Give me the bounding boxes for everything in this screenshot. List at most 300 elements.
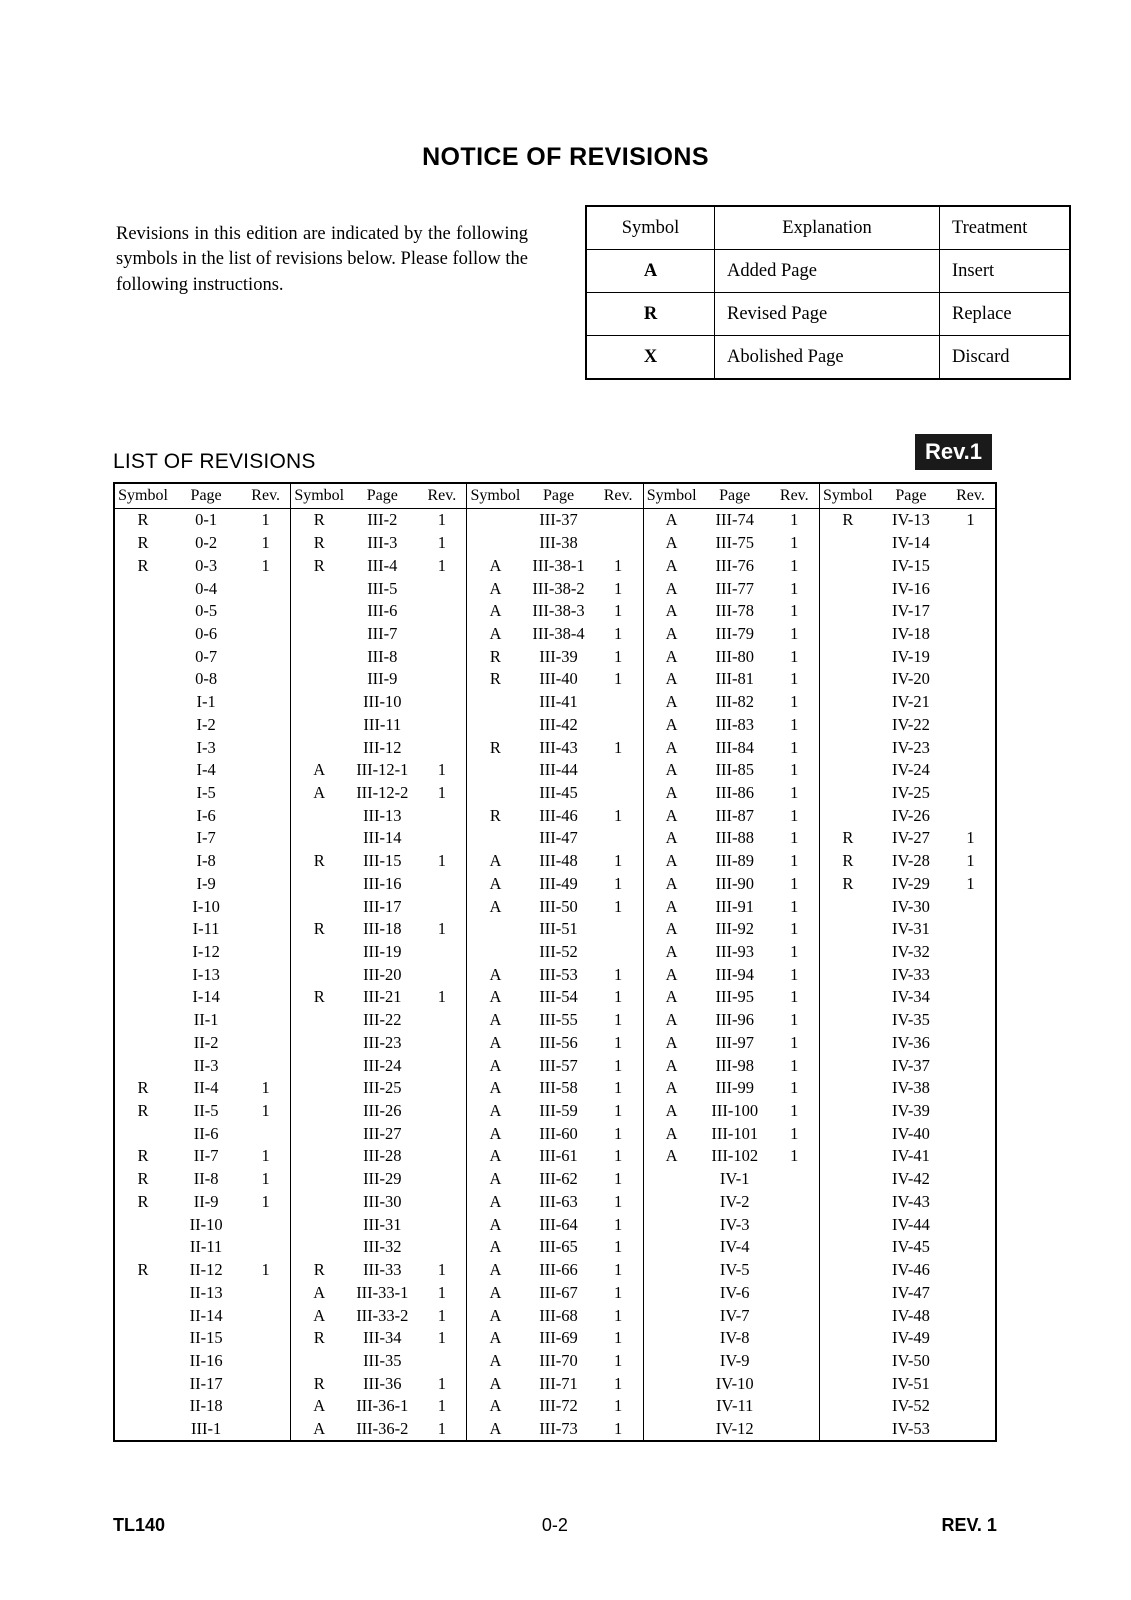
revisions-row: [115, 1395, 290, 1418]
cell-page: 0-1: [195, 510, 218, 530]
revisions-row: [115, 1213, 290, 1236]
intro-paragraph: Revisions in this edition are indicated by the following symbols in the list of revisions below. Please follow the following instructions.: [116, 223, 528, 295]
revisions-header-row: [291, 484, 466, 509]
revisions-row: [820, 873, 995, 896]
cell-page: I-11: [192, 919, 220, 939]
cell-page: III-27: [363, 1123, 402, 1143]
revisions-row: [820, 1372, 995, 1395]
cell-rev: 1: [613, 1191, 623, 1211]
cell-symbol: A: [665, 782, 678, 802]
cell-rev: 1: [437, 987, 446, 1007]
cell-rev: 1: [613, 851, 623, 871]
legend-symbol: X: [586, 336, 715, 380]
cell-symbol: A: [489, 1146, 502, 1166]
cell-page: III-102: [711, 1146, 759, 1166]
cell-page: III-18: [363, 919, 402, 939]
cell-page: III-8: [367, 646, 398, 666]
cell-symbol: R: [313, 1373, 325, 1393]
cell-page: III-55: [539, 1010, 578, 1030]
revisions-row: [467, 1009, 642, 1032]
header-page: Page: [190, 487, 222, 504]
symbol-legend-table: [585, 205, 1071, 380]
cell-rev: 1: [613, 601, 623, 621]
cell-page: III-79: [715, 623, 754, 643]
cell-symbol: R: [489, 737, 501, 757]
revisions-row: [291, 623, 466, 646]
cell-page: III-12-2: [356, 782, 409, 802]
legend-row: [586, 250, 1070, 293]
revisions-row: [291, 668, 466, 691]
cell-page: III-25: [363, 1078, 402, 1098]
revisions-row: [291, 554, 466, 577]
cell-page: III-86: [715, 782, 754, 802]
cell-page: IV-13: [891, 510, 930, 530]
revisions-row: [644, 1168, 819, 1191]
cell-page: I-1: [196, 692, 216, 712]
revisions-row: [820, 1032, 995, 1055]
revisions-row: [467, 1372, 642, 1395]
cell-page: I-3: [196, 737, 216, 757]
revisions-row: [820, 963, 995, 986]
cell-page: III-9: [367, 669, 398, 689]
revisions-row: [291, 1236, 466, 1259]
cell-page: IV-50: [891, 1350, 930, 1370]
cell-symbol: A: [489, 1032, 502, 1052]
cell-symbol: R: [313, 987, 325, 1007]
cell-symbol: R: [137, 1101, 149, 1121]
cell-page: III-85: [715, 760, 754, 780]
revisions-row: [467, 1236, 642, 1259]
cell-page: III-36: [363, 1373, 402, 1393]
cell-page: II-2: [193, 1032, 219, 1052]
cell-page: III-100: [711, 1101, 759, 1121]
cell-page: II-6: [193, 1123, 219, 1143]
revisions-row: [467, 1259, 642, 1282]
cell-page: I-9: [196, 873, 216, 893]
cell-symbol: A: [313, 760, 326, 780]
revisions-row: [115, 850, 290, 873]
revisions-row: [820, 941, 995, 964]
cell-page: III-36-1: [356, 1396, 409, 1416]
revisions-row: [291, 713, 466, 736]
cell-rev: 1: [437, 851, 446, 871]
revisions-row: [467, 1327, 642, 1350]
cell-page: III-90: [715, 873, 754, 893]
header-page: Page: [542, 487, 575, 504]
cell-page: III-68: [539, 1305, 578, 1325]
cell-symbol: A: [665, 1123, 678, 1143]
cell-page: III-72: [539, 1396, 578, 1416]
cell-symbol: A: [489, 1305, 502, 1325]
revisions-row: [467, 691, 642, 714]
cell-rev: 1: [437, 1328, 446, 1348]
cell-page: II-18: [189, 1396, 223, 1416]
revisions-row: [820, 668, 995, 691]
revisions-row: [644, 1032, 819, 1055]
cell-rev: 1: [613, 737, 623, 757]
header-rev: Rev.: [603, 487, 633, 504]
cell-rev: 1: [790, 1010, 799, 1030]
cell-symbol: A: [665, 737, 678, 757]
cell-page: III-38-4: [532, 623, 585, 643]
cell-page: IV-11: [716, 1396, 754, 1416]
cell-rev: 1: [437, 1396, 446, 1416]
cell-page: III-99: [715, 1078, 754, 1098]
cell-symbol: A: [665, 805, 678, 825]
cell-page: IV-1: [719, 1169, 750, 1189]
cell-symbol: R: [313, 919, 325, 939]
cell-page: III-50: [539, 896, 578, 916]
revisions-row: [820, 827, 995, 850]
revisions-row: [644, 532, 819, 555]
revisions-row: [644, 1418, 819, 1441]
cell-rev: 1: [437, 1373, 446, 1393]
revisions-row: [115, 736, 290, 759]
revisions-row: [644, 850, 819, 873]
revisions-row: [115, 1100, 290, 1123]
revisions-column-4: [644, 484, 820, 1440]
revisions-row: [820, 1145, 995, 1168]
revisions-row: [115, 1054, 290, 1077]
cell-page: III-39: [539, 646, 578, 666]
legend-row: [586, 336, 1070, 380]
cell-page: III-92: [715, 919, 754, 939]
revisions-row: [115, 918, 290, 941]
cell-page: IV-51: [891, 1373, 930, 1393]
revisions-header-row: [820, 484, 995, 509]
cell-page: III-6: [367, 601, 398, 621]
cell-symbol: A: [489, 851, 502, 871]
cell-page: III-35: [363, 1350, 402, 1370]
cell-symbol: A: [489, 1191, 502, 1211]
revisions-row: [644, 1077, 819, 1100]
cell-rev: 1: [790, 714, 799, 734]
revisions-row: [115, 759, 290, 782]
revisions-row: [291, 1145, 466, 1168]
cell-symbol: R: [313, 851, 325, 871]
cell-rev: 1: [613, 578, 623, 598]
cell-rev: 1: [613, 805, 623, 825]
cell-symbol: R: [842, 510, 854, 530]
revisions-row: [291, 1213, 466, 1236]
revisions-row: [467, 873, 642, 896]
cell-page: III-41: [539, 692, 578, 712]
cell-page: IV-17: [891, 601, 930, 621]
cell-page: III-53: [539, 964, 578, 984]
cell-symbol: A: [489, 578, 502, 598]
cell-page: I-6: [196, 805, 216, 825]
cell-page: IV-53: [891, 1419, 930, 1439]
legend-header-row: [586, 206, 1070, 250]
cell-symbol: A: [665, 896, 678, 916]
cell-rev: 1: [790, 760, 799, 780]
revisions-row: [291, 1168, 466, 1191]
cell-symbol: R: [313, 533, 325, 553]
cell-page: III-38-3: [532, 601, 585, 621]
cell-rev: 1: [261, 1260, 270, 1280]
revisions-row: [644, 1395, 819, 1418]
revisions-row: [467, 1213, 642, 1236]
cell-page: IV-20: [891, 669, 930, 689]
revisions-row: [820, 1100, 995, 1123]
cell-page: III-23: [363, 1032, 402, 1052]
revisions-row: [115, 1350, 290, 1373]
cell-symbol: A: [665, 646, 678, 666]
revisions-row: [820, 691, 995, 714]
cell-symbol: A: [665, 828, 678, 848]
cell-symbol: A: [489, 896, 502, 916]
cell-symbol: A: [489, 1169, 502, 1189]
revisions-row: [115, 1418, 290, 1441]
cell-rev: 1: [790, 533, 799, 553]
revisions-row: [467, 1032, 642, 1055]
cell-rev: 1: [790, 896, 799, 916]
cell-symbol: R: [137, 533, 149, 553]
revisions-row: [644, 1054, 819, 1077]
cell-symbol: A: [665, 692, 678, 712]
cell-page: IV-29: [891, 873, 930, 893]
revisions-row: [291, 1100, 466, 1123]
revisions-row: [644, 827, 819, 850]
revisions-row: [467, 1395, 642, 1418]
cell-symbol: A: [665, 601, 678, 621]
revisions-row: [820, 782, 995, 805]
cell-symbol: R: [313, 1260, 325, 1280]
cell-symbol: A: [665, 623, 678, 643]
revisions-row: [291, 1077, 466, 1100]
cell-page: IV-23: [891, 737, 930, 757]
cell-symbol: A: [489, 623, 502, 643]
revisions-row: [644, 1145, 819, 1168]
revisions-row: [644, 1372, 819, 1395]
revisions-row: [644, 668, 819, 691]
cell-symbol: R: [842, 851, 854, 871]
revisions-row: [115, 1281, 290, 1304]
cell-page: III-30: [363, 1191, 402, 1211]
cell-page: III-58: [539, 1078, 578, 1098]
revisions-row: [291, 645, 466, 668]
cell-page: III-3: [367, 533, 398, 553]
revisions-row: [644, 963, 819, 986]
revisions-row: [291, 736, 466, 759]
revisions-row: [291, 873, 466, 896]
cell-page: II-16: [189, 1350, 223, 1370]
cell-symbol: A: [489, 1010, 502, 1030]
cell-page: IV-47: [891, 1282, 930, 1302]
cell-symbol: R: [137, 1146, 149, 1166]
revisions-row: [115, 1327, 290, 1350]
header-symbol: Symbol: [294, 487, 345, 504]
revisions-row: [291, 509, 466, 532]
cell-rev: 1: [790, 510, 799, 530]
legend-treatment: Insert: [940, 250, 1071, 293]
revisions-row: [820, 1281, 995, 1304]
cell-symbol: A: [665, 1032, 678, 1052]
list-of-revisions-heading: LIST OF REVISIONS: [113, 450, 316, 473]
cell-rev: 1: [790, 964, 799, 984]
header-rev: Rev.: [427, 487, 457, 504]
revisions-row: [291, 1281, 466, 1304]
cell-page: III-21: [363, 987, 402, 1007]
revisions-row: [467, 645, 642, 668]
revisions-row: [467, 509, 642, 532]
cell-page: IV-43: [891, 1191, 930, 1211]
cell-symbol: R: [842, 873, 854, 893]
revisions-row: [820, 600, 995, 623]
cell-symbol: A: [665, 555, 678, 575]
cell-symbol: A: [313, 1396, 326, 1416]
cell-page: I-5: [196, 782, 216, 802]
revisions-row: [644, 1236, 819, 1259]
cell-rev: 1: [613, 1010, 623, 1030]
cell-page: IV-16: [891, 578, 930, 598]
cell-page: III-43: [539, 737, 578, 757]
revisions-row: [467, 600, 642, 623]
revisions-row: [820, 1077, 995, 1100]
cell-page: I-2: [196, 714, 216, 734]
cell-page: III-70: [539, 1350, 578, 1370]
revisions-row: [291, 827, 466, 850]
cell-page: III-80: [715, 646, 754, 666]
cell-page: III-87: [715, 805, 754, 825]
cell-page: III-96: [715, 1010, 754, 1030]
revisions-row: [115, 1191, 290, 1214]
cell-symbol: A: [665, 1055, 678, 1075]
cell-page: III-73: [539, 1419, 578, 1439]
cell-rev: 1: [790, 782, 799, 802]
cell-page: I-8: [196, 851, 216, 871]
cell-page: IV-46: [891, 1260, 930, 1280]
cell-page: III-15: [363, 851, 402, 871]
cell-rev: 1: [437, 555, 446, 575]
revisions-column-2: [291, 484, 467, 1440]
cell-page: III-75: [715, 533, 754, 553]
cell-symbol: A: [489, 1373, 502, 1393]
revisions-row: [467, 827, 642, 850]
cell-symbol: A: [489, 1078, 502, 1098]
cell-rev: 1: [790, 623, 799, 643]
cell-page: IV-21: [891, 692, 930, 712]
revisions-row: [467, 713, 642, 736]
cell-page: III-57: [539, 1055, 578, 1075]
cell-symbol: A: [489, 987, 502, 1007]
revisions-row: [644, 713, 819, 736]
cell-symbol: A: [665, 1146, 678, 1166]
revisions-row: [467, 1304, 642, 1327]
cell-page: III-101: [711, 1123, 759, 1143]
revisions-row: [291, 895, 466, 918]
cell-page: III-32: [363, 1237, 402, 1257]
cell-symbol: A: [313, 1305, 326, 1325]
revisions-row: [115, 1372, 290, 1395]
revisions-row: [291, 1304, 466, 1327]
cell-page: III-56: [539, 1032, 578, 1052]
revisions-row: [115, 1009, 290, 1032]
revisions-row: [467, 554, 642, 577]
header-page: Page: [895, 487, 927, 504]
cell-page: IV-48: [891, 1305, 930, 1325]
revisions-row: [115, 986, 290, 1009]
cell-page: 0-8: [195, 669, 218, 689]
header-symbol: Symbol: [118, 487, 168, 504]
revisions-row: [644, 577, 819, 600]
revisions-row: [467, 963, 642, 986]
cell-page: III-38: [539, 533, 578, 553]
cell-page: III-83: [715, 714, 754, 734]
cell-page: III-29: [363, 1169, 402, 1189]
footer-revision: REV. 1: [941, 1515, 997, 1535]
cell-symbol: R: [137, 1078, 149, 1098]
cell-symbol: R: [313, 1328, 325, 1348]
cell-page: IV-3: [719, 1214, 750, 1234]
cell-page: II-1: [193, 1010, 219, 1030]
cell-page: III-24: [363, 1055, 402, 1075]
cell-rev: 1: [790, 805, 799, 825]
cell-rev: 1: [966, 851, 975, 871]
cell-page: IV-8: [719, 1328, 750, 1348]
legend-header-explanation: Explanation: [715, 206, 940, 250]
cell-page: III-74: [715, 510, 754, 530]
revisions-row: [644, 1304, 819, 1327]
cell-page: II-8: [193, 1169, 219, 1189]
revisions-row: [820, 804, 995, 827]
revisions-row: [820, 509, 995, 532]
cell-page: III-33-1: [356, 1282, 409, 1302]
revisions-row: [644, 804, 819, 827]
cell-page: III-19: [363, 942, 402, 962]
cell-rev: 1: [437, 1419, 446, 1439]
cell-rev: 1: [261, 1101, 270, 1121]
cell-page: III-63: [539, 1191, 578, 1211]
cell-rev: 1: [790, 851, 799, 871]
cell-rev: 1: [790, 1146, 799, 1166]
cell-page: II-9: [193, 1191, 219, 1211]
revisions-row: [820, 1009, 995, 1032]
cell-rev: 1: [790, 555, 799, 575]
revisions-row: [115, 668, 290, 691]
revisions-row: [820, 1191, 995, 1214]
cell-symbol: A: [665, 760, 678, 780]
revisions-row: [467, 941, 642, 964]
cell-symbol: A: [489, 1396, 502, 1416]
cell-page: IV-49: [891, 1328, 930, 1348]
cell-page: IV-35: [891, 1010, 930, 1030]
cell-rev: 1: [437, 510, 446, 530]
cell-page: III-28: [363, 1146, 402, 1166]
cell-symbol: A: [489, 1419, 502, 1439]
cell-page: III-12: [363, 737, 402, 757]
legend-body: [586, 250, 1070, 380]
revisions-row: [467, 1100, 642, 1123]
cell-rev: 1: [613, 1055, 623, 1075]
cell-symbol: R: [313, 555, 325, 575]
revisions-row: [467, 1077, 642, 1100]
cell-symbol: R: [137, 555, 149, 575]
cell-page: III-46: [539, 805, 578, 825]
cell-rev: 1: [613, 1282, 623, 1302]
cell-rev: 1: [790, 1101, 799, 1121]
revisions-row: [467, 804, 642, 827]
cell-rev: 1: [613, 1419, 623, 1439]
cell-page: IV-6: [719, 1282, 750, 1302]
legend-row: [586, 293, 1070, 336]
cell-rev: 1: [790, 737, 799, 757]
cell-rev: 1: [261, 1169, 270, 1189]
cell-rev: 1: [613, 623, 623, 643]
cell-rev: 1: [790, 1078, 799, 1098]
cell-symbol: R: [489, 669, 501, 689]
revisions-row: [644, 645, 819, 668]
